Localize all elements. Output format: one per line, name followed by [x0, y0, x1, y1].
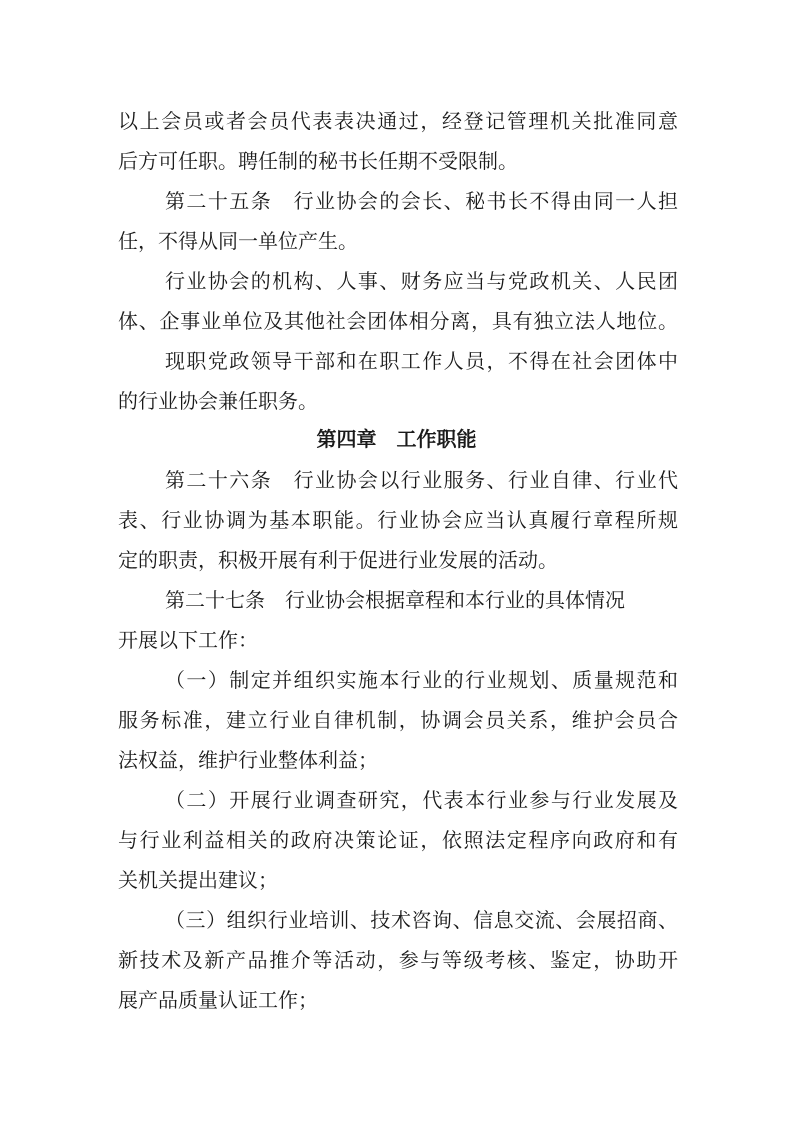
paragraph-line: 定的职责，积极开展有利于促进行业发展的活动。: [118, 548, 558, 572]
paragraph-line: 与行业利益相关的政府决策论证，依照法定程序向政府和有: [118, 828, 678, 852]
list-item-1-line: （一）制定并组织实施本行业的行业规划、质量规范和: [165, 668, 678, 692]
paragraph-line: 新技术及新产品推介等活动，参与等级考核、鉴定，协助开: [118, 948, 678, 972]
list-item-2-line: （二）开展行业调查研究，代表本行业参与行业发展及: [165, 788, 678, 812]
chapter-heading: 第四章 工作职能: [316, 427, 477, 451]
article-25-line: 第二十五条 行业协会的会长、秘书长不得由同一人担: [165, 189, 678, 213]
paragraph-line: 后方可任职。聘任制的秘书长任期不受限制。: [118, 149, 518, 173]
paragraph-line: 表、行业协调为基本职能。行业协会应当认真履行章程所规: [118, 508, 678, 532]
article-26-line: 第二十六条 行业协会以行业服务、行业自律、行业代: [165, 468, 678, 492]
paragraph-line: 任，不得从同一单位产生。: [118, 229, 358, 253]
paragraph-line: 服务标准，建立行业自律机制，协调会员关系，维护会员合: [118, 708, 678, 732]
paragraph-line: 关机关提出建议；: [118, 868, 278, 892]
paragraph-line: 体、企事业单位及其他社会团体相分离，具有独立法人地位。: [118, 309, 678, 333]
paragraph-line: 以上会员或者会员代表表决通过，经登记管理机关批准同意: [118, 109, 678, 133]
paragraph-line: 行业协会的机构、人事、财务应当与党政机关、人民团: [165, 269, 678, 293]
article-27-line: 第二十七条 行业协会根据章程和本行业的具体情况: [165, 588, 625, 612]
paragraph-line: 现职党政领导干部和在职工作人员，不得在社会团体中: [165, 349, 678, 373]
paragraph-line: 法权益，维护行业整体利益；: [118, 748, 378, 772]
paragraph-line: 展产品质量认证工作；: [118, 988, 318, 1012]
paragraph-line: 的行业协会兼任职务。: [118, 389, 318, 413]
paragraph-line: 开展以下工作：: [118, 628, 258, 652]
list-item-3-line: （三）组织行业培训、技术咨询、信息交流、会展招商、: [165, 908, 678, 932]
